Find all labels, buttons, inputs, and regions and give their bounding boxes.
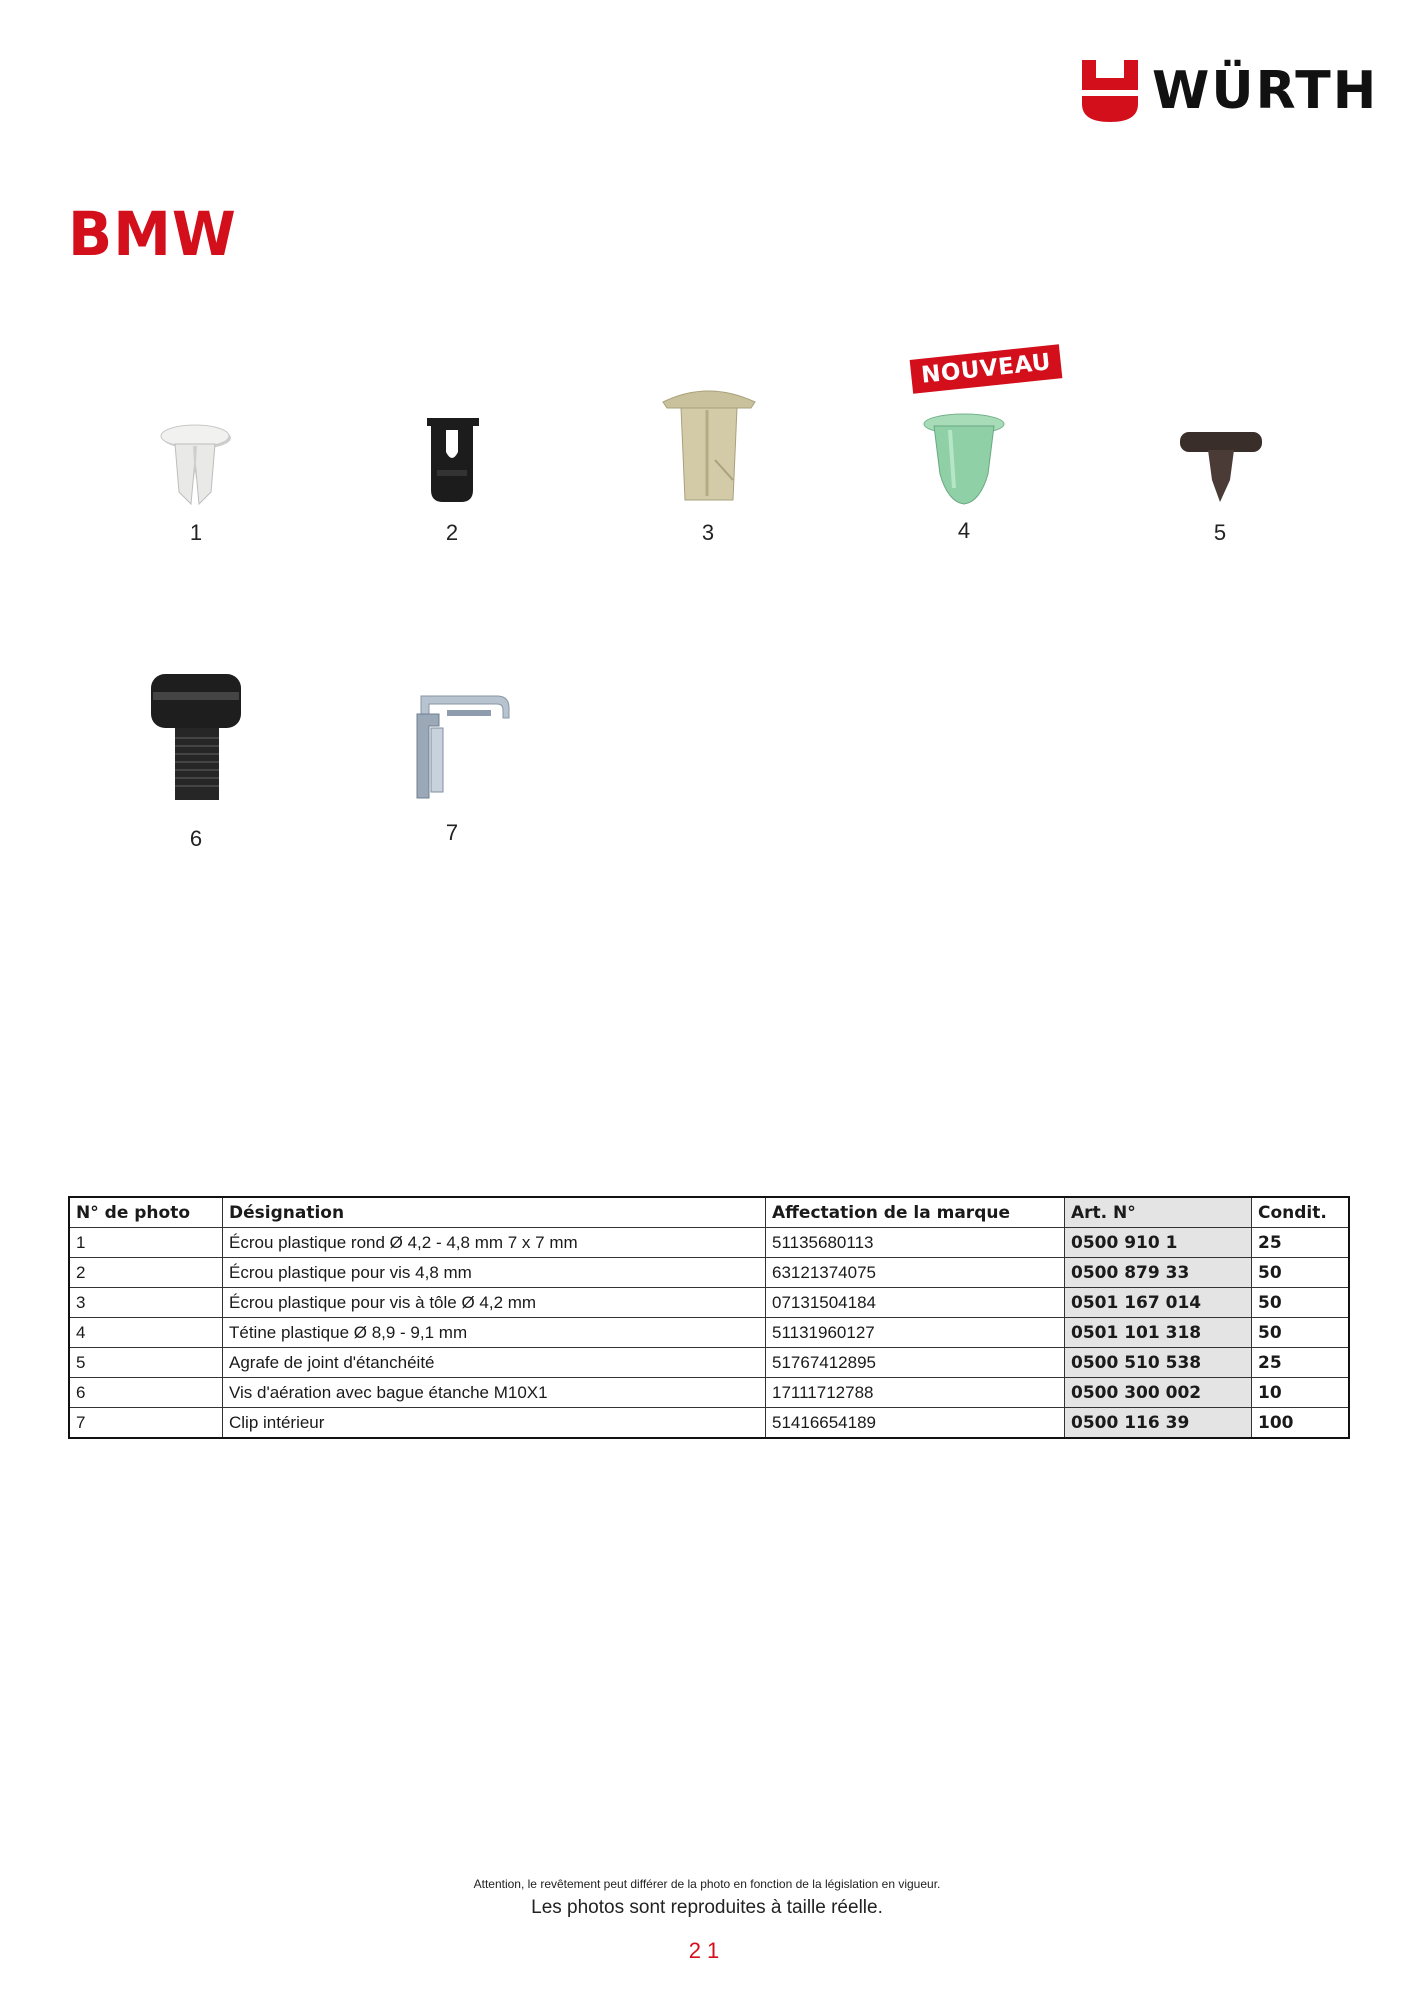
- beige-screw-grommet-icon: [653, 380, 763, 510]
- photo-number-cell: 2: [69, 1258, 223, 1288]
- product-number: 3: [701, 520, 715, 545]
- photo-number-cell: 5: [69, 1348, 223, 1378]
- product-3: [628, 380, 788, 546]
- packaging-cell: 100: [1252, 1408, 1350, 1439]
- product-5: [1140, 420, 1300, 546]
- page-number: 21: [688, 1938, 726, 1963]
- wurth-logo-mark-icon: [1082, 60, 1138, 122]
- packaging-cell: 25: [1252, 1348, 1350, 1378]
- product-number: 4: [957, 518, 971, 543]
- legal-note: Attention, le revêtement peut différer de la photo en fonction de la législation en vigueur.: [473, 1877, 941, 1891]
- product-2: [372, 410, 532, 546]
- article-number-cell: 0500 300 002: [1065, 1378, 1252, 1408]
- photo-scale-note: Les photos sont reproduites à taille réelle.: [531, 1897, 883, 1918]
- product-number: 5: [1213, 520, 1227, 545]
- designation-cell: Écrou plastique pour vis à tôle Ø 4,2 mm: [223, 1288, 766, 1318]
- packaging-cell: 50: [1252, 1258, 1350, 1288]
- photo-number-cell: 4: [69, 1318, 223, 1348]
- designation-cell: Écrou plastique rond Ø 4,2 - 4,8 mm 7 x 7 mm: [223, 1228, 766, 1258]
- product-1: [116, 420, 276, 546]
- table-row: [69, 1408, 1349, 1439]
- brand-ref-cell: 51767412895: [766, 1348, 1065, 1378]
- designation-cell: Clip intérieur: [223, 1408, 766, 1439]
- photo-number-cell: 6: [69, 1378, 223, 1408]
- table-row: [69, 1348, 1349, 1378]
- brand-ref-cell: 63121374075: [766, 1258, 1065, 1288]
- column-header: Condit.: [1252, 1197, 1350, 1228]
- designation-cell: Agrafe de joint d'étanchéité: [223, 1348, 766, 1378]
- photo-number-cell: 7: [69, 1408, 223, 1439]
- article-number-cell: 0500 510 538: [1065, 1348, 1252, 1378]
- packaging-cell: 50: [1252, 1288, 1350, 1318]
- article-number-cell: 0501 167 014: [1065, 1288, 1252, 1318]
- black-u-nut-icon: [407, 410, 497, 510]
- product-number: 6: [189, 826, 203, 851]
- packaging-cell: 10: [1252, 1378, 1350, 1408]
- brand-ref-cell: 51416654189: [766, 1408, 1065, 1439]
- wurth-logo: [1082, 60, 1378, 122]
- photo-number-cell: 3: [69, 1288, 223, 1318]
- photo-number-cell: 1: [69, 1228, 223, 1258]
- column-header: Art. N°: [1065, 1197, 1252, 1228]
- table-row: [69, 1288, 1349, 1318]
- brand-ref-cell: 51131960127: [766, 1318, 1065, 1348]
- table-row: [69, 1228, 1349, 1258]
- packaging-cell: 25: [1252, 1228, 1350, 1258]
- new-badge: NOUVEAU: [910, 344, 1063, 394]
- table-header-row: [69, 1197, 1349, 1228]
- column-header: N° de photo: [69, 1197, 223, 1228]
- metal-interior-clip-icon: [387, 680, 517, 810]
- designation-cell: Vis d'aération avec bague étanche M10X1: [223, 1378, 766, 1408]
- logo-text: WÜRTH: [1152, 61, 1379, 121]
- column-header: Affectation de la marque: [766, 1197, 1065, 1228]
- product-number: 7: [445, 820, 459, 845]
- article-number-cell: 0501 101 318: [1065, 1318, 1252, 1348]
- white-push-rivet-icon: [151, 420, 241, 510]
- green-nipple-grommet-icon: [914, 408, 1014, 508]
- product-number: 2: [445, 520, 459, 545]
- product-6: [116, 666, 276, 852]
- designation-cell: Écrou plastique pour vis 4,8 mm: [223, 1258, 766, 1288]
- article-number-cell: 0500 116 39: [1065, 1408, 1252, 1439]
- black-vent-screw-icon: [131, 666, 261, 816]
- designation-cell: Tétine plastique Ø 8,9 - 9,1 mm: [223, 1318, 766, 1348]
- packaging-cell: 50: [1252, 1318, 1350, 1348]
- brand-ref-cell: 07131504184: [766, 1288, 1065, 1318]
- brand-ref-cell: 51135680113: [766, 1228, 1065, 1258]
- table-row: [69, 1258, 1349, 1288]
- article-number-cell: 0500 910 1: [1065, 1228, 1252, 1258]
- brand-ref-cell: 17111712788: [766, 1378, 1065, 1408]
- parts-table: [68, 1196, 1350, 1439]
- table-row: [69, 1378, 1349, 1408]
- column-header: Désignation: [223, 1197, 766, 1228]
- brown-seal-clip-icon: [1170, 420, 1270, 510]
- product-4: [884, 408, 1044, 544]
- product-7: [372, 680, 532, 846]
- product-number: 1: [189, 520, 203, 545]
- page-title: BMW: [68, 198, 237, 270]
- article-number-cell: 0500 879 33: [1065, 1258, 1252, 1288]
- table-row: [69, 1318, 1349, 1348]
